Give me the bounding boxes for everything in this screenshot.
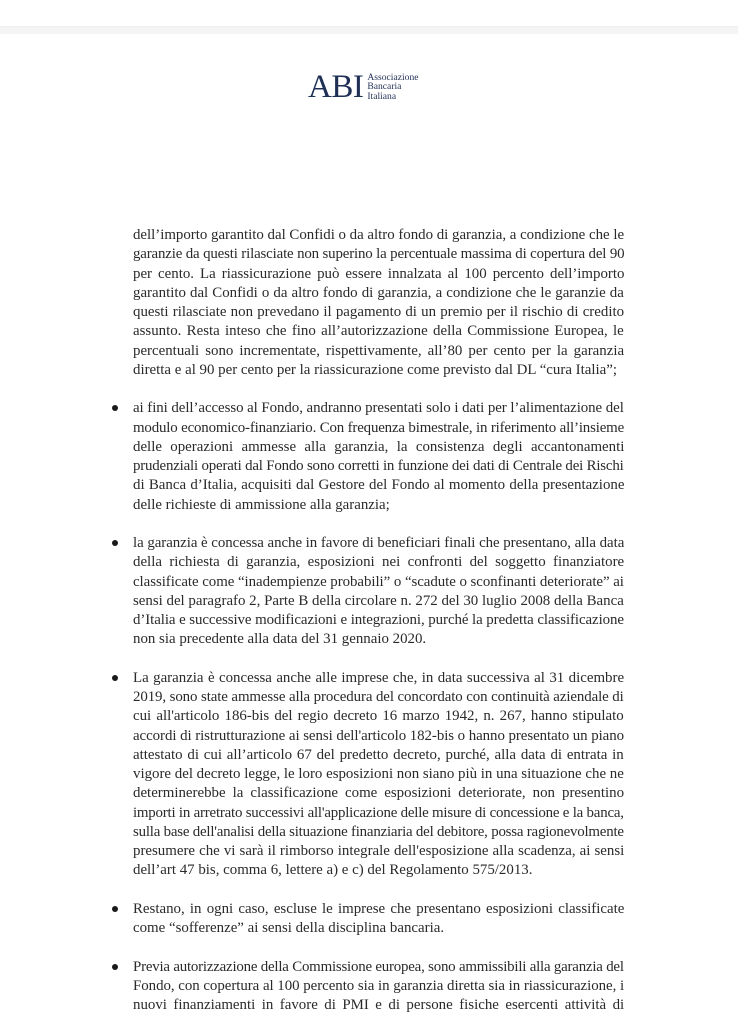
text-line: per cento. La riassicurazione può essere innalzata al 100 percento dell’importo (133, 265, 625, 282)
text-line: percentuali sono incrementate, rispettivamente, all’80 per cento per la garanzia (133, 342, 625, 359)
paragraph-gap (133, 380, 624, 399)
bullet-list-item (133, 534, 624, 650)
text-line: Previa autorizzazione della Commissione europea, sono ammissibili alla garanzia del (133, 958, 624, 975)
page-separator (0, 26, 738, 34)
text-line: presumere che vi sarà il rimborso integrale dell'esposizione alla scadenza, ai sensi (133, 843, 625, 859)
bullet-icon (112, 964, 118, 970)
abi-logo (308, 69, 419, 105)
logo-line: Associazione (367, 71, 419, 83)
paragraph (133, 226, 624, 380)
text-line: cui all'articolo 186-bis del regio decreto 16 marzo 1942, n. 267, hanno stipulato (133, 708, 624, 725)
text-line: 2019, sono state ammesse alla procedura del concordato con continuità aziendale di (133, 689, 624, 705)
bullet-icon (112, 906, 118, 912)
bullet-list-item (133, 399, 624, 515)
text-line: delle operazioni ammesse alla garanzia, la consistenza degli accantonamenti (133, 438, 625, 455)
text-line: non sia precedente alla data del 31 gennaio 2020. (133, 631, 427, 648)
text-line: Fondo, con copertura al 100 percento sia in garanzia diretta sia in riassicurazione, i (133, 977, 625, 994)
text-line: Restano, in ogni caso, escluse le imprese che presentano esposizioni classificate (133, 900, 625, 917)
text-line: di Banca d’Italia, acquisiti dal Gestore del Fondo al momento della presentazione (133, 477, 625, 494)
logo-line: Italiana (367, 90, 397, 102)
paragraph-gap (133, 515, 624, 534)
bullet-list-item (133, 669, 624, 881)
text-line: sulla base dell'analisi della situazione finanziaria del debitore, possa ragionevolmente (133, 823, 624, 840)
paragraph-gap (133, 650, 624, 669)
bullet-list-item (133, 900, 624, 939)
text-line: garanzie da questi rilasciate non superino la percentuale massima di copertura del 90 (133, 246, 625, 263)
text-line: d’Italia e successive modificazioni e integrazioni, purché la predetta classificazione (133, 612, 624, 628)
text-line: importi in arretrato successivi all'applicazione delle misure di concessione e la banca, (133, 804, 624, 821)
text-line: vigore del decreto legge, le loro esposizioni non siano più in una situazione che ne (133, 766, 624, 782)
bullet-icon (112, 405, 118, 411)
text-line: nuovi finanziamenti in favore di PMI e di persone fisiche esercenti attività di (133, 997, 625, 1013)
paragraph-gap (133, 938, 624, 957)
text-line: delle richieste di ammissione alla garanzia; (133, 496, 390, 513)
paragraph-gap (133, 881, 624, 900)
text-line: prudenziali operati dal Fondo sono corretti in funzione dei dati di Centrale dei Rischi (133, 458, 624, 474)
bullet-list-item (133, 958, 624, 1016)
bullet-icon (112, 675, 118, 681)
text-line: la garanzia è concessa anche in favore di beneficiari finali che presentano, alla data (133, 535, 625, 551)
text-line: questi rilasciate non prevedano il pagamento di un premio per il rischio di credito (133, 304, 625, 320)
text-line: ai fini dell’accesso al Fondo, andranno presentati solo i dati per l’alimentazione del (133, 400, 624, 417)
text-line: sensi del paragrafo 2, Parte B della circolare n. 272 del 30 luglio 2008 della Banca (133, 592, 624, 609)
text-line: della richiesta di garanzia, esposizioni nei confronti del soggetto finanziatore (133, 554, 625, 571)
text-line: assunto. Resta inteso che fino all’autorizzazione della Commissione Europea, le (133, 323, 624, 340)
text-line: attestato di cui all’articolo 67 del predetto decreto, purché, alla data di entrata in (133, 746, 624, 763)
text-line: come “sofferenze” ai sensi della disciplina bancaria. (133, 920, 445, 936)
bullet-icon (112, 540, 118, 546)
text-line: garantito dal Confidi o da altro fondo di garanzia, a condizione che le garanzie da (133, 284, 624, 301)
text-line: dell’importo garantito dal Confidi o da altro fondo di garanzia, a condizione che le (133, 227, 625, 243)
text-line: accordi di ristrutturazione ai sensi dell'articolo 182-bis o hanno presentato un piano (133, 727, 625, 744)
logo-mark: ABI (308, 69, 364, 105)
text-line: La garanzia è concessa anche alle imprese che, in data successiva al 31 dicembre (133, 669, 625, 686)
text-line: determinerebbe la classificazione come esposizioni deteriorate, non presentino (133, 785, 625, 802)
logo-line: Bancaria (367, 81, 402, 93)
text-line: classificate come “inadempienze probabili” o “scadute o sconfinanti deteriorate” ai (133, 573, 624, 590)
logo-text (367, 73, 418, 102)
text-line: diretta e al 90 per cento per la riassicurazione come previsto dal DL “cura Italia”; (133, 361, 617, 378)
document-body (133, 226, 624, 1015)
text-line: modulo economico-finanziario. Con frequenza bimestrale, in riferimento all’insieme (133, 419, 625, 436)
text-line: dell’art 47 bis, comma 6, lettere a) e c) del Regolamento 575/2013. (133, 862, 533, 879)
